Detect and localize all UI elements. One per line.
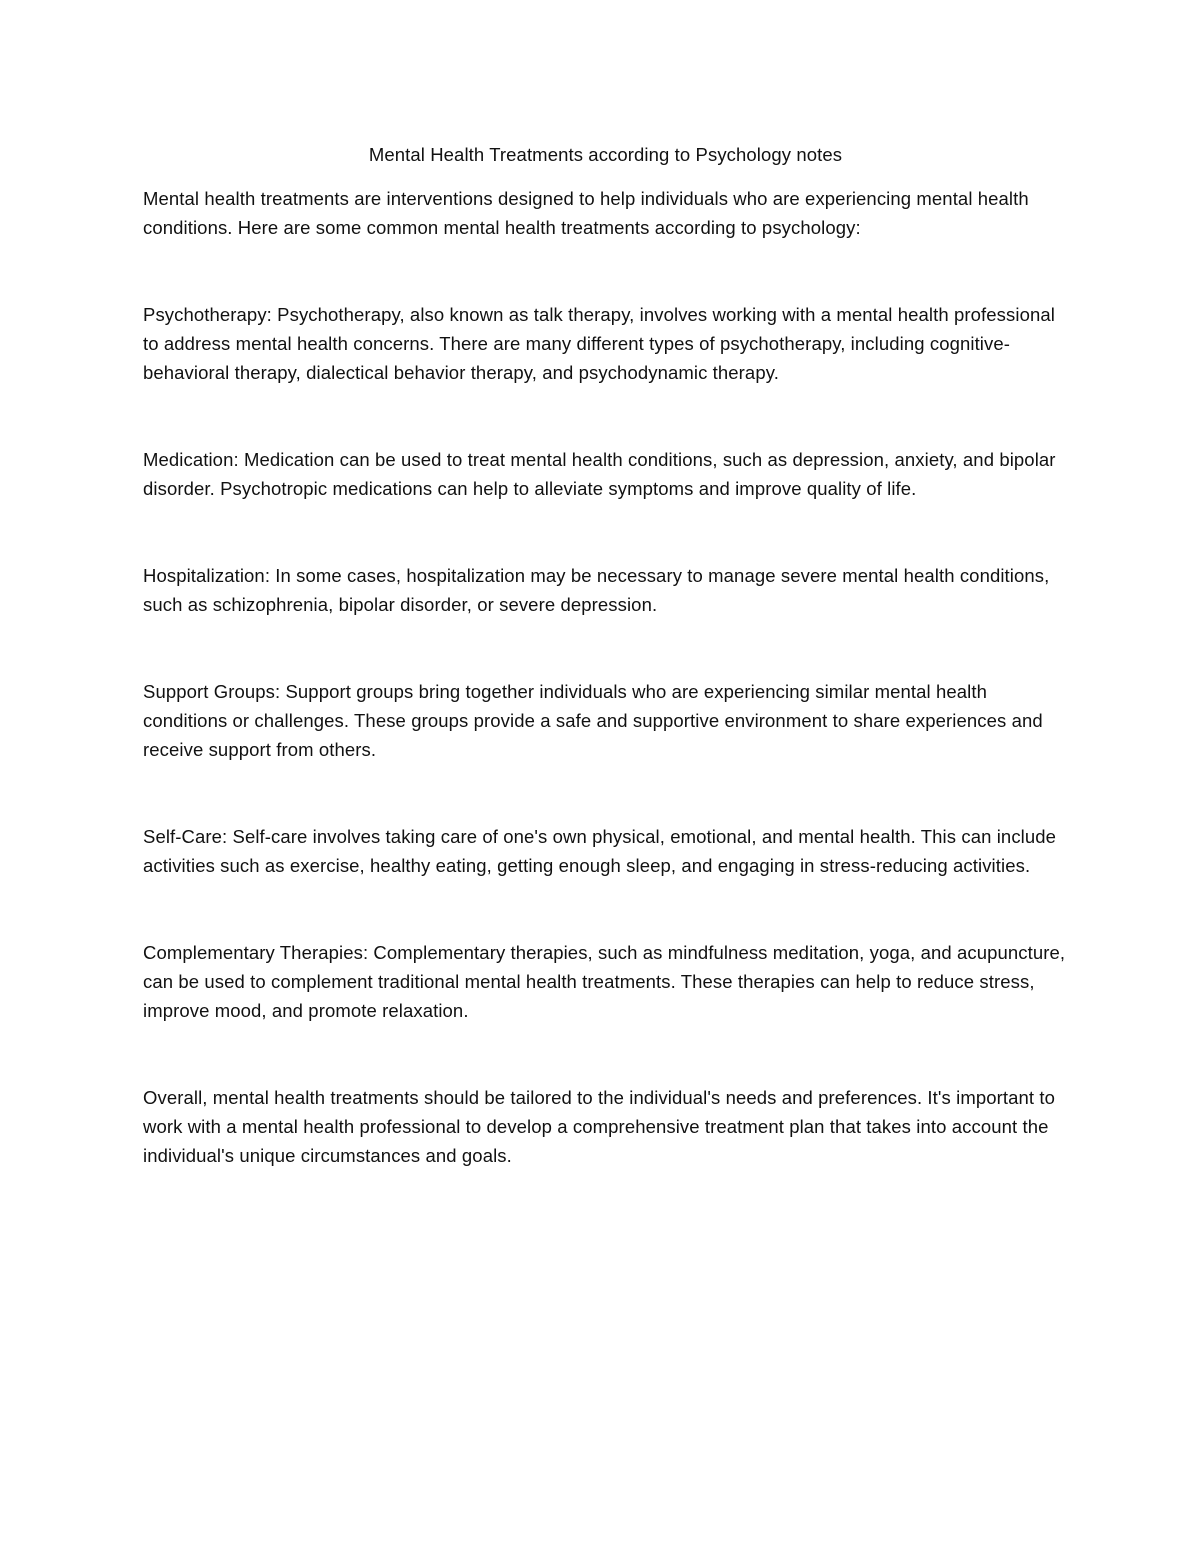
document-body (143, 140, 1068, 1228)
self-care-paragraph: Self-Care: Self-care involves taking care of one's own physical, emotional, and mental health. This can include activities such as exercise, healthy eating, getting enough sleep, and engaging in stress-reducing activities. (143, 826, 1057, 876)
hospitalization-paragraph: Hospitalization: In some cases, hospitalization may be necessary to manage severe mental health conditions, such as schizophrenia, bipolar disorder, or severe depression. (143, 565, 1050, 615)
intro-paragraph: Mental health treatments are interventions designed to help individuals who are experiencing mental health conditions. Here are some common mental health treatments according to psychology: (143, 188, 1029, 238)
psychotherapy-paragraph: Psychotherapy: Psychotherapy, also known as talk therapy, involves working with a mental health professional to address mental health concerns. There are many different types of psychotherapy, including cognitive-behavioral therapy, dialectical behavior therapy, and psychodynamic therapy. (143, 304, 1055, 383)
medication-paragraph: Medication: Medication can be used to treat mental health conditions, such as depression, anxiety, and bipolar disorder. Psychotropic medications can help to alleviate symptoms and improve quality of life. (143, 449, 1056, 499)
overall-paragraph: Overall, mental health treatments should be tailored to the individual's needs and preferences. It's important to work with a mental health professional to develop a comprehensive treatment plan that takes into account the individual's unique circumstances and goals. (143, 1087, 1056, 1166)
complementary-therapies-paragraph: Complementary Therapies: Complementary therapies, such as mindfulness meditation, yoga, and acupuncture, can be used to complement traditional mental health treatments. These therapies can help to reduce stress, improve mood, and promote relaxation. (143, 942, 1066, 1021)
document-title: Mental Health Treatments according to Psychology notes (368, 144, 843, 165)
support-groups-paragraph: Support Groups: Support groups bring together individuals who are experiencing similar mental health conditions or challenges. These groups provide a safe and supportive environment to share experiences and receive support from others. (143, 681, 1043, 760)
